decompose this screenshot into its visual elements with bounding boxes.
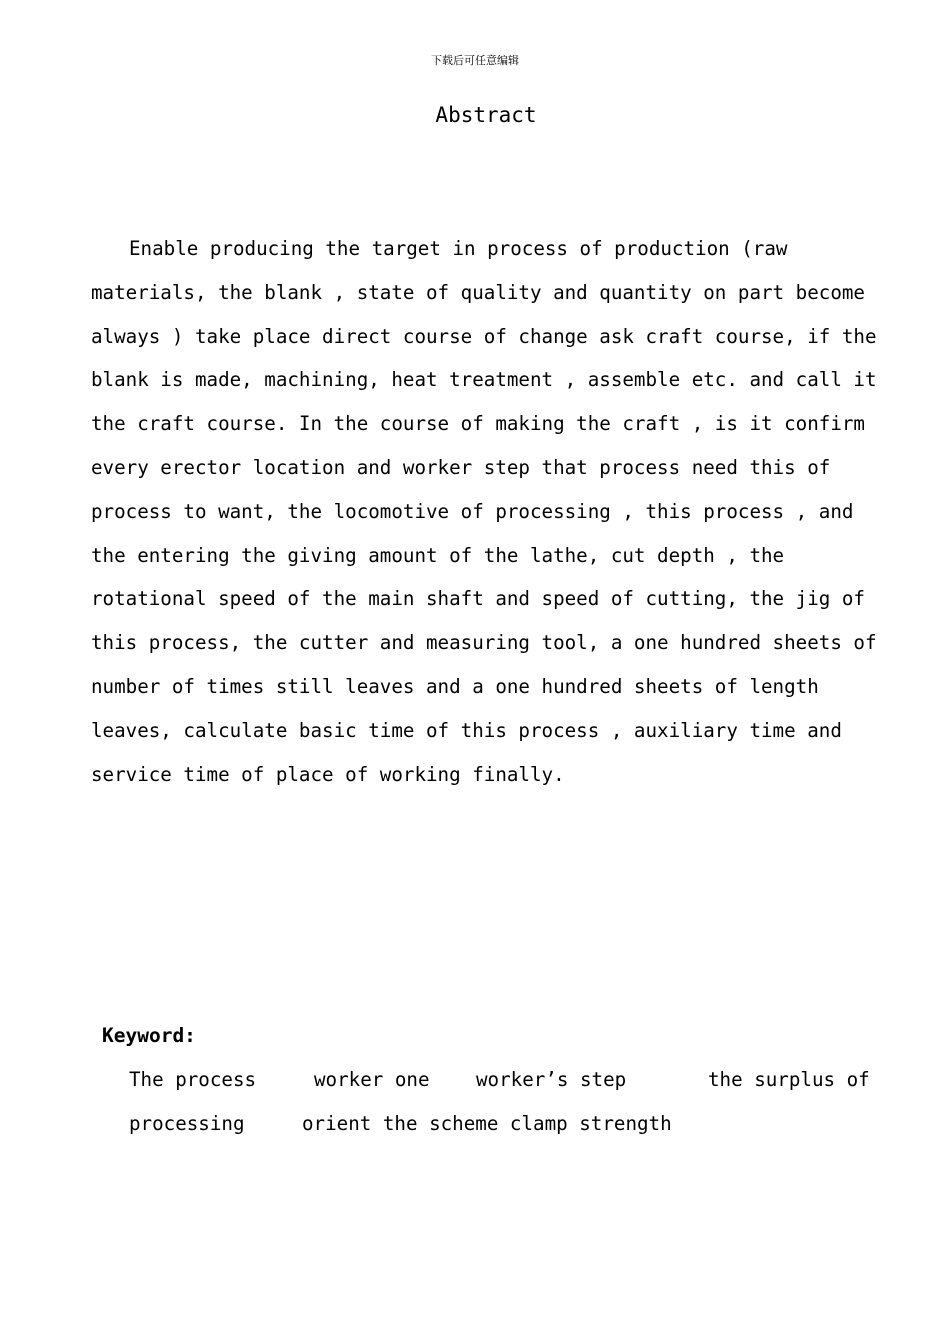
header-note: 下载后可任意编辑	[431, 54, 519, 67]
keyword-item: orient the scheme clamp strength	[302, 1112, 672, 1135]
keyword-item: worker one	[314, 1068, 430, 1091]
keyword-item: worker’s step	[476, 1068, 627, 1091]
keyword-item: The process	[129, 1068, 257, 1091]
keyword-item: the surplus of	[708, 1068, 870, 1091]
abstract-body: Enable producing the target in process of production (raw materials, the blank , state of quality and quantity on part become always ) take place direct course of change ask craft course, if the blank is made, machining, heat treatment , assemble etc. and call it the craft course. In the course of making the craft , is it confirm every erector location and worker step that process need this of process to want, the locomotive of processing , this process , and the entering the giving amount of the lathe, cut depth , the rotational speed of the main shaft and speed of cutting, the jig of this process, the cutter and measuring tool, a one hundred sheets of number of times still leaves and a one hundred sheets of length leaves, calculate basic time of this process , auxiliary time and service time of place of working finally.	[91, 237, 877, 786]
keyword-item: processing	[129, 1112, 245, 1135]
keyword-label: Keyword:	[102, 1024, 196, 1047]
abstract-title: Abstract	[435, 103, 537, 127]
